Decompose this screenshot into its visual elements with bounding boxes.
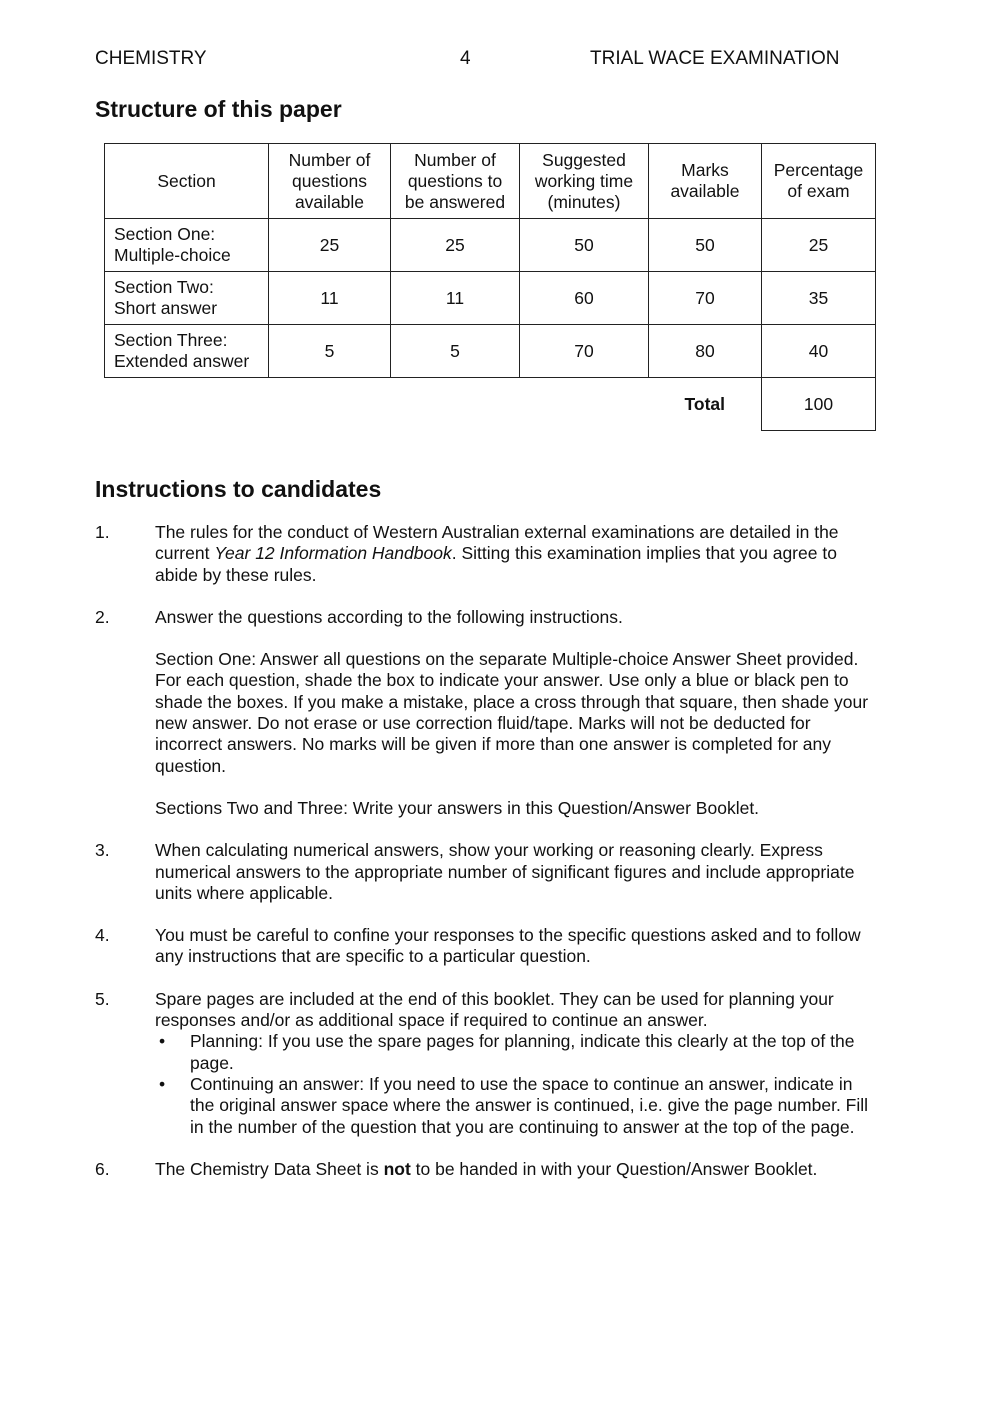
- percentage-cell: 25: [762, 219, 876, 272]
- instruction-item-1: [95, 522, 875, 586]
- structure-header-row: [105, 144, 876, 219]
- marks-cell: 80: [649, 325, 762, 378]
- section-type: Multiple-choice: [114, 245, 231, 265]
- working-time-cell: 50: [520, 219, 649, 272]
- list-item: [155, 1074, 875, 1138]
- bullet-list: [155, 1031, 875, 1137]
- marks-cell: 70: [649, 272, 762, 325]
- instruction-item-5: [95, 989, 875, 1138]
- column-header-working-time-text: Suggested working time (minutes): [534, 149, 634, 212]
- structure-table: [104, 143, 876, 431]
- column-header-percentage: [762, 144, 876, 219]
- instruction-text: You must be careful to confine your responses to the specific questions asked and to follow any instructions that are specific to a particular question.: [155, 925, 861, 967]
- instruction-text: [155, 522, 875, 586]
- column-header-working-time: [520, 144, 649, 219]
- instruction-number: 5.: [95, 988, 110, 1009]
- instruction-item-3: [95, 840, 875, 904]
- questions-available-cell: 5: [269, 325, 391, 378]
- table-row: [105, 219, 876, 272]
- table-row: [105, 272, 876, 325]
- questions-answered-cell: 11: [391, 272, 520, 325]
- percentage-cell: 40: [762, 325, 876, 378]
- total-value: 100: [762, 378, 876, 431]
- section-cell: [105, 325, 269, 378]
- questions-available-cell: 11: [269, 272, 391, 325]
- instruction-number: 6.: [95, 1158, 110, 1179]
- instruction-item-2: [95, 607, 875, 819]
- instruction-section-one: Section One: Answer all questions on the separate Multiple-choice Answer Sheet provided. For each question, shade the box to indicate your answer. Use only a blue or black pen to shade the boxes. If you make a mistake, place a cross through that square, then shade your new answer. Do not erase or use correction fluid/tape. Marks will not be deducted for incorrect answers. No marks will be given if more than one answer is completed for any question.: [155, 649, 869, 776]
- instruction-number: 1.: [95, 522, 110, 542]
- emphasis-not: not: [383, 1158, 411, 1179]
- working-time-cell: 60: [520, 272, 649, 325]
- section-type: Short answer: [114, 298, 218, 318]
- instruction-text: [155, 1159, 875, 1180]
- instruction-text-part: The Chemistry Data Sheet is: [155, 1158, 384, 1179]
- marks-cell: 50: [649, 219, 762, 272]
- questions-answered-cell: 5: [391, 325, 520, 378]
- instruction-text: Answer the questions according to the following instructions.: [155, 606, 623, 627]
- section-name: Section Three:: [114, 330, 228, 350]
- total-label: Total: [684, 393, 725, 414]
- structure-title: Structure of this paper: [95, 96, 342, 122]
- section-name: Section Two:: [114, 277, 214, 297]
- header-exam-name: TRIAL WACE EXAMINATION: [590, 48, 840, 69]
- working-time-cell: 70: [520, 325, 649, 378]
- section-cell: [105, 272, 269, 325]
- column-header-questions-answered-text: Number of questions to be answered: [404, 149, 506, 212]
- instruction-text-part: to be handed in with your Question/Answer Booklet.: [410, 1158, 818, 1179]
- total-row: [105, 378, 876, 431]
- list-item: [155, 1031, 875, 1074]
- instructions-list: [95, 522, 875, 1201]
- instruction-text: Spare pages are included at the end of this booklet. They can be used for planning your responses and/or as additional space if required to continue an answer.: [155, 988, 834, 1031]
- handbook-title: Year 12 Information Handbook: [214, 543, 452, 564]
- instructions-title: Instructions to candidates: [95, 476, 382, 502]
- instruction-text-part: The rules for the conduct of Western Australian external examinations are detailed in the current: [155, 522, 839, 564]
- column-header-section: Section: [105, 144, 269, 219]
- instruction-sections-two-three: Sections Two and Three: Write your answers in this Question/Answer Booklet.: [155, 797, 760, 818]
- questions-answered-cell: 25: [391, 219, 520, 272]
- header-page-number: 4: [460, 48, 471, 69]
- column-header-marks-text: Marks available: [670, 160, 740, 201]
- instruction-number: 4.: [95, 925, 110, 946]
- instruction-item-6: [95, 1159, 875, 1180]
- bullet-text: Continuing an answer: If you need to use the space to continue an answer, indicate in the original answer space where the answer is continued, i.e. give the page number. Fill in the number of the question that you are continuing to answer at the top of the page.: [190, 1073, 869, 1137]
- instruction-text: When calculating numerical answers, show your working or reasoning clearly. Express numerical answers to the appropriate number of significant figures and include appropriate units where applicable.: [155, 840, 855, 903]
- table-row: [105, 325, 876, 378]
- bullet-icon: •: [159, 1031, 166, 1052]
- instruction-text-part: . Sitting this examination implies that you agree to abide by these rules.: [155, 543, 837, 585]
- section-cell: [105, 219, 269, 272]
- column-header-marks: [649, 144, 762, 219]
- instruction-number: 3.: [95, 840, 110, 861]
- column-header-questions-available: [269, 144, 391, 219]
- instruction-item-4: [95, 925, 875, 968]
- header-subject: CHEMISTRY: [95, 48, 207, 69]
- percentage-cell: 35: [762, 272, 876, 325]
- column-header-questions-available-text: Number of questions available: [288, 149, 371, 212]
- section-type: Extended answer: [114, 351, 250, 371]
- questions-available-cell: 25: [269, 219, 391, 272]
- bullet-text: Planning: If you use the spare pages for planning, indicate this clearly at the top of the page.: [190, 1031, 855, 1073]
- column-header-percentage-text: Percentage of exam: [773, 160, 864, 201]
- section-name: Section One:: [114, 224, 216, 244]
- instruction-number: 2.: [95, 606, 110, 627]
- column-header-questions-answered: [391, 144, 520, 219]
- bullet-icon: •: [159, 1073, 166, 1094]
